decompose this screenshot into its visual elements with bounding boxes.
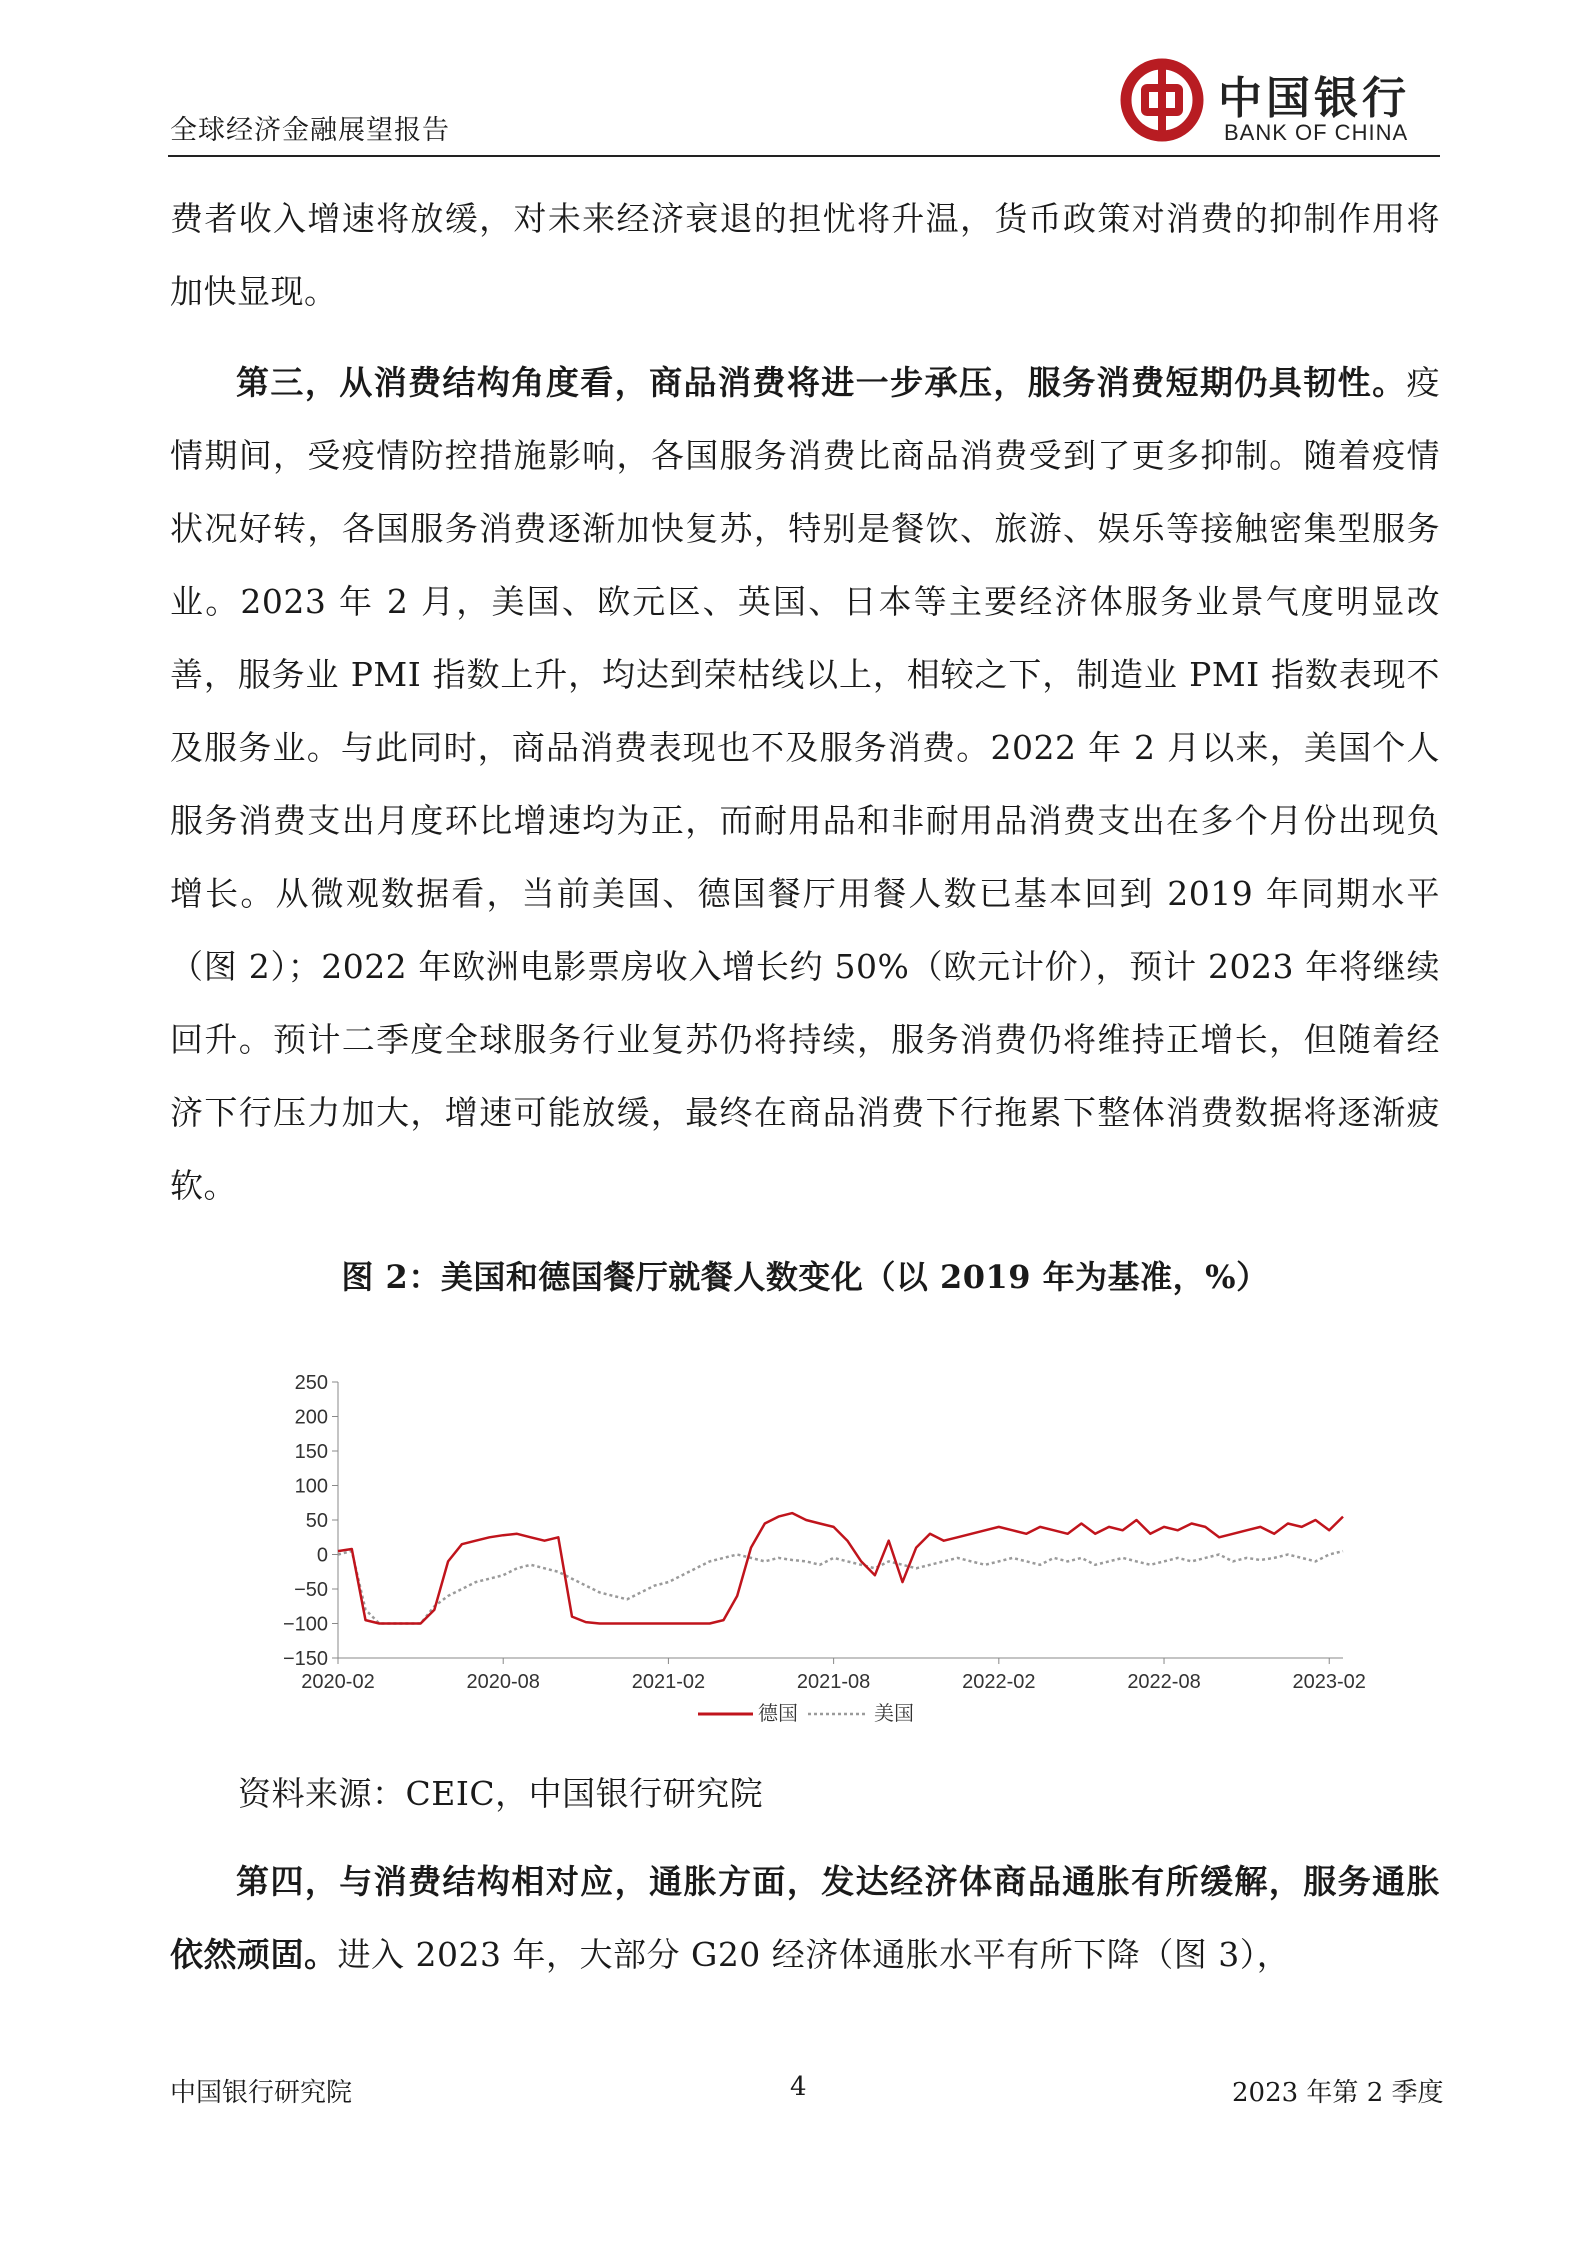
x-tick-label: 2022-02 xyxy=(962,1671,1036,1693)
series-line-germany xyxy=(338,1513,1343,1623)
body-text-bottom xyxy=(170,1845,1440,1991)
footer-organization: 中国银行研究院 xyxy=(170,2078,353,2108)
figure-source: 资料来源：CEIC，中国银行研究院 xyxy=(238,1774,764,1813)
y-tick-label: 0 xyxy=(316,1544,328,1567)
paragraph-fourth-point-body: 进入 2023 年，大部分 G20 经济体通胀水平有所下降（图 3）， xyxy=(337,1935,1291,1974)
x-tick-label: 2021-08 xyxy=(796,1671,871,1693)
restaurant-diners-line-chart xyxy=(268,1360,1388,1740)
paragraph-third-point-body: 疫情期间，受疫情防控措施影响，各国服务消费比商品消费受到了更多抑制。随着疫情状况好转，各国服务消费逐渐加快复苏，特别是餐饮、旅游、娱乐等接触密集型服务业。2023 年 2 月，美国、欧元区、英国、日本等主要经济体服务业景气度明显改善，服务业 PMI 指数上升，均达到荣枯线以上，相较之下，制造业 PMI 指数表现不及服务业。与此同时，商品消费表现也不及服务消费。2022 年 2 月以来，美国个人服务消费支出月度环比增速均为正，而耐用品和非耐用品消费支出在多个月份出现负增长。从微观数据看，当前美国、德国餐厅用餐人数已基本回到 2019 年同期水平（图 2）；2022 年欧洲电影票房收入增长约 50%（欧元计价），预计 2023 年将继续回升。预计二季度全球服务行业复苏仍将持续，服务消费仍将维持正增长，但随着经济下行压力加大，增速可能放缓，最终在商品消费下行拖累下整体消费数据将逐渐疲软。 xyxy=(170,363,1440,1205)
y-tick-label: 50 xyxy=(305,1510,328,1532)
logo-chinese-name: 中国银行 xyxy=(1218,73,1410,124)
paragraph-third-point-lead: 第三，从消费结构角度看，商品消费将进一步承压，服务消费短期仍具韧性。 xyxy=(236,363,1407,402)
legend-label-usa: 美国 xyxy=(874,1701,914,1725)
logo-english-name: BANK OF CHINA xyxy=(1224,120,1409,145)
y-tick-label: 250 xyxy=(294,1372,328,1394)
footer-page-number: 4 xyxy=(790,2072,807,2102)
y-tick-label: −150 xyxy=(282,1648,328,1670)
y-tick-label: −50 xyxy=(294,1579,328,1601)
body-text-top xyxy=(170,182,1440,1222)
paragraph-fourth-point xyxy=(170,1845,1440,1991)
series-line-usa xyxy=(338,1551,1343,1623)
y-tick-label: −100 xyxy=(282,1613,328,1636)
report-title: 全球经济金融展望报告 xyxy=(170,115,450,146)
y-tick-label: 150 xyxy=(294,1441,328,1463)
x-tick-label: 2020-02 xyxy=(301,1671,375,1693)
footer-period: 2023 年第 2 季度 xyxy=(1232,2078,1444,2108)
legend-label-germany: 德国 xyxy=(758,1701,798,1725)
bank-of-china-logo xyxy=(1120,58,1440,148)
paragraph-continuation: 费者收入增速将放缓，对未来经济衰退的担忧将升温，货币政策对消费的抑制作用将加快显现。 xyxy=(170,199,1440,311)
y-tick-label: 100 xyxy=(294,1475,328,1498)
figure-title: 图 2：美国和德国餐厅就餐人数变化（以 2019 年为基准，%） xyxy=(341,1258,1269,1296)
header-divider xyxy=(168,155,1440,157)
x-tick-label: 2021-02 xyxy=(631,1671,706,1693)
x-tick-label: 2023-02 xyxy=(1292,1671,1366,1693)
x-tick-label: 2022-08 xyxy=(1127,1671,1201,1693)
paragraph-third-point xyxy=(170,346,1440,1222)
y-tick-label: 200 xyxy=(294,1406,328,1429)
bank-of-china-emblem-icon xyxy=(1120,58,1204,142)
paragraph-fourth-point-lead: 第四，与消费结构相对应，通胀方面，发达经济体商品通胀有所缓解，服务通胀依然顽固。 xyxy=(170,1862,1440,1974)
x-tick-label: 2020-08 xyxy=(466,1671,540,1693)
